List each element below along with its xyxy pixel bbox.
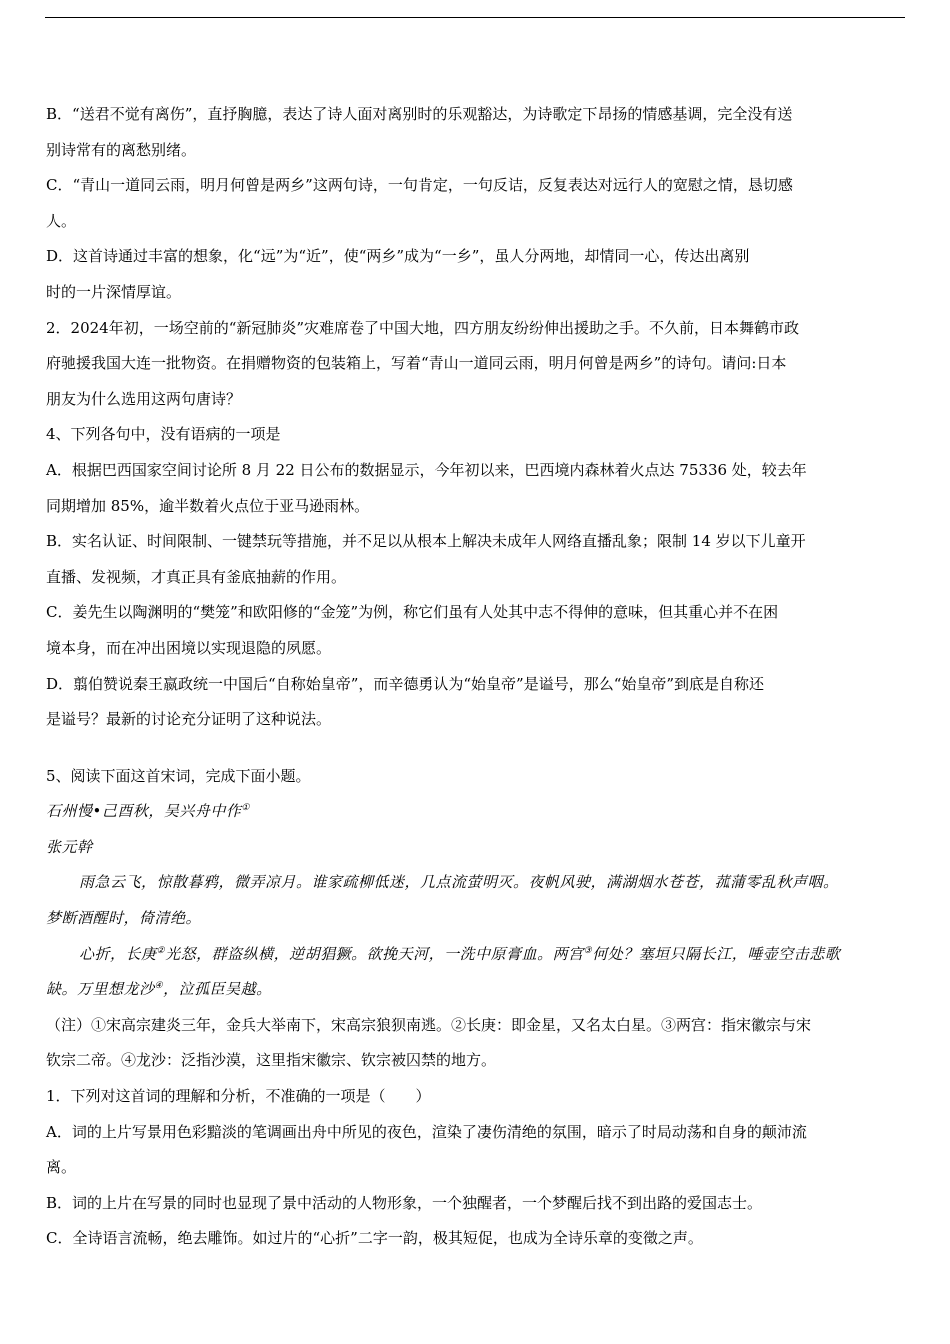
option-c-line-1: C．“青山一道同云雨，明月何曾是两乡”这两句诗，一句肯定，一句反诘，反复表达对远行人的宽慰之情，恳切感 (46, 176, 793, 195)
stanza-2-line-2-part-a: 缺。万里想龙沙 (46, 980, 155, 999)
option-b-line-1: B．“送君不觉有离伤”，直抒胸臆，表达了诗人面对离别时的乐观豁达，为诗歌定下昂扬的情感基调，完全没有送 (46, 105, 793, 123)
q4-option-b-line-2: 直播、发视频，才真正具有釜底抽薪的作用。 (46, 567, 347, 586)
q4-option-a-line-2: 同期增加 85%，逾半数着火点位于亚马逊雨林。 (46, 496, 370, 515)
poem-notes-line-1: （注）①宋高宗建炎三年，金兵大举南下，宋高宗狼狈南逃。②长庚：即金星，又名太白星。③两宫：指宋徽宗与宋 (46, 1015, 812, 1034)
stanza-2-part-a: 心折，长庚 (79, 944, 157, 963)
note-mark-4: ④ (154, 981, 164, 992)
sq1-option-a-line-1: A．词的上片写景用色彩黯淡的笔调画出舟中所见的夜色，渲染了凄伤清绝的氛围，暗示了时局动荡和自身的颠沛流 (46, 1122, 807, 1141)
option-c-line-2: 人。 (46, 211, 77, 230)
stanza-2-part-c: 何处？塞垣只隔长江，唾壶空击悲歌 (592, 944, 841, 963)
question-2-line-2: 府驰援我国大连一批物资。在捐赠物资的包装箱上，写着“青山一道同云雨，明月何曾是两乡”的诗句。请问:日本 (46, 354, 787, 373)
poem-author: 张元幹 (46, 837, 93, 856)
option-d-line-2: 时的一片深情厚谊。 (46, 282, 182, 301)
header-rule (45, 17, 905, 18)
question-5-stem: 5、阅读下面这首宋词，完成下面小题。 (46, 766, 311, 785)
poem-title-text: 石州慢•己酉秋，吴兴舟中作 (46, 802, 242, 821)
poem-notes-line-2: 钦宗二帝。④龙沙：泛指沙漠，这里指宋徽宗、钦宗被囚禁的地方。 (46, 1051, 497, 1070)
q4-option-a-line-1: A．根据巴西国家空间讨论所 8 月 22 日公布的数据显示，今年初以来，巴西境内森林着火点达 75336 处，较去年 (46, 460, 807, 479)
question-4-stem: 4、下列各句中，没有语病的一项是 (46, 425, 281, 444)
poem-title (46, 794, 906, 830)
question-2-line-3: 朋友为什么选用这两句唐诗？ (46, 389, 242, 408)
poem-stanza-2-line-2 (46, 972, 906, 1008)
question-2-line-1: 2．2024年初，一场空前的“新冠肺炎”灾难席卷了中国大地，四方朋友纷纷伸出援助之手。不久前，日本舞鹤市政 (46, 318, 800, 337)
option-d-line-1: D．这首诗通过丰富的想象，化“远”为“近”，使“两乡”成为“一乡”，虽人分两地，却情同一心，传达出离别 (46, 247, 750, 266)
stanza-2-line-2-part-b: ，泣孤臣吴越。 (163, 980, 272, 999)
q4-option-d-line-1: D．翦伯赞说秦王嬴政统一中国后“自称始皇帝”，而辛德勇认为“始皇帝”是谥号，那么“始皇帝”到底是自称还 (46, 674, 765, 693)
stanza-2-part-b: 光怒，群盗纵横，逆胡猖獗。欲挽天河，一洗中原膏血。两宫 (165, 944, 584, 963)
q4-option-d-line-2: 是谥号？最新的讨论充分证明了这种说法。 (46, 710, 332, 729)
sq1-option-a-line-2: 离。 (46, 1158, 77, 1177)
document-body (46, 97, 906, 1257)
q4-option-c-line-2: 境本身，而在冲出困境以实现退隐的夙愿。 (46, 638, 332, 657)
poem-stanza-1-line-2: 梦断酒醒时，倚清绝。 (46, 909, 202, 928)
option-b-line-2: 别诗常有的离愁别绪。 (46, 140, 197, 159)
sq1-option-c: C．全诗语言流畅，绝去雕饰。如过片的“心折”二字一韵，极其短促，也成为全诗乐章的变徵之声。 (46, 1229, 703, 1248)
note-mark-3: ③ (583, 945, 593, 956)
poem-stanza-1-line-1: 雨急云飞，惊散暮鸦，微弄凉月。谁家疏柳低迷，几点流萤明灭。夜帆风驶，满湖烟水苍苍，菰蒲零乱秋声咽。 (79, 873, 839, 892)
poem-stanza-2-line-1 (46, 937, 906, 973)
sq1-option-b: B．词的上片在写景的同时也显现了景中活动的人物形象，一个独醒者，一个梦醒后找不到出路的爱国志士。 (46, 1193, 763, 1212)
section-gap (46, 738, 906, 759)
q4-option-c-line-1: C．姜先生以陶渊明的“樊笼”和欧阳修的“金笼”为例，称它们虽有人处其中志不得伸的意味，但其重心并不在困 (46, 603, 779, 622)
q4-option-b-line-1: B．实名认证、时间限制、一键禁玩等措施，并不足以从根本上解决未成年人网络直播乱象；限制 14 岁以下儿童开 (46, 532, 806, 551)
poem-title-note-mark: ① (241, 803, 250, 814)
note-mark-2: ② (156, 945, 166, 956)
subquestion-1-stem: 1．下列对这首词的理解和分析，不准确的一项是（ ） (46, 1087, 431, 1106)
